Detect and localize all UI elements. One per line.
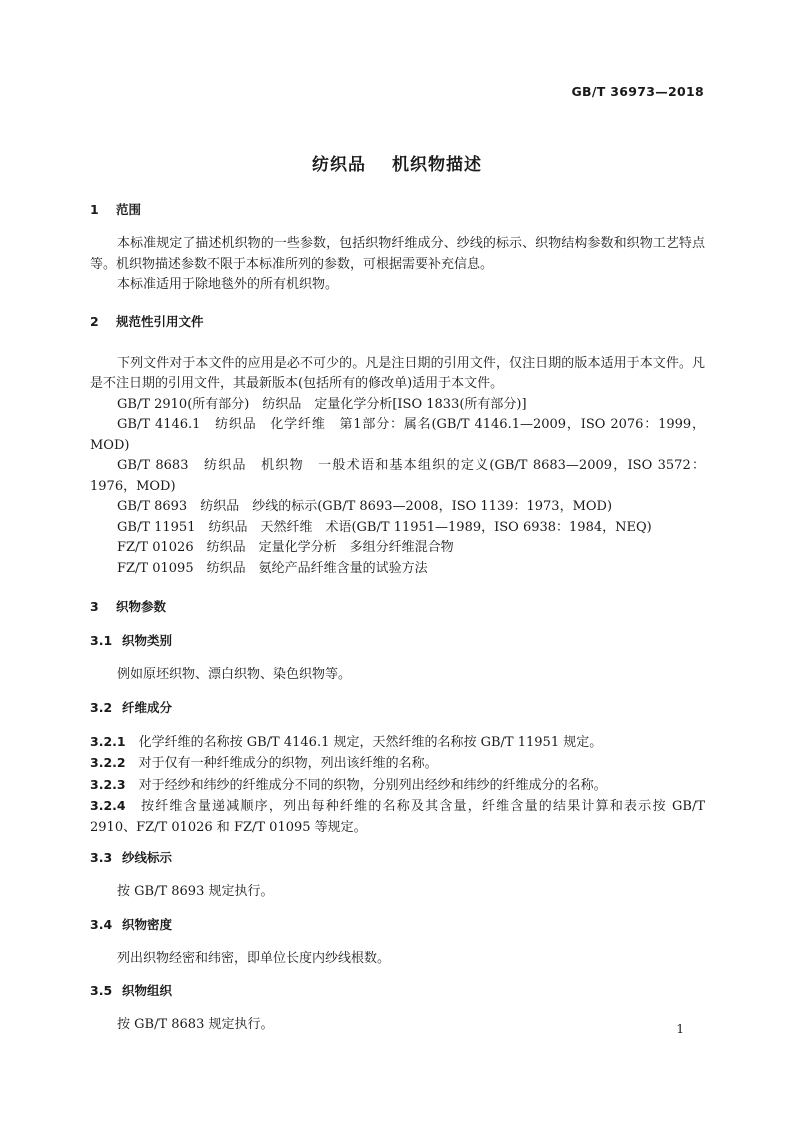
reference-item: GB/T 2910(所有部分) 纺织品 定量化学分析[ISO 1833(所有部分)] [117,396,527,412]
title-part-1: 纺织品 [312,155,366,175]
reference-item: FZ/T 01095 纺织品 氨纶产品纤维含量的试验方法 [117,560,428,576]
paragraph: 按 GB/T 8683 规定执行。 [117,1017,274,1032]
clause-item [90,732,705,754]
paragraph: 例如原坯织物、漂白织物、染色织物等。 [117,667,352,682]
section-number: 3 [90,599,99,614]
subsection-number: 3.3 [90,850,113,865]
subsection-heading-3-1 [90,631,705,651]
title-part-2: 机织物描述 [392,155,482,175]
clause-number: 3.2.3 [90,776,126,792]
subsection-title: 织物类别 [122,633,173,648]
clause-number: 3.2.4 [90,798,126,813]
document-body [90,200,705,1036]
subsection-number: 3.2 [90,699,113,715]
subsection-title: 织物密度 [122,916,173,932]
clause-item [90,775,705,797]
subsection-heading-3-4 [90,915,705,935]
standard-number: GB/T 36973—2018 [571,84,704,99]
clause-text: 化学纤维的名称按 GB/T 4146.1 规定，天然纤维的名称按 GB/T 11951 规定。 [138,734,603,750]
section-title: 织物参数 [116,599,167,614]
clause-item [90,753,705,775]
clause-text: 对于仅有一种纤维成分的织物，列出该纤维的名称。 [138,756,438,771]
subsection-heading-3-3 [90,848,705,868]
subsection-number: 3.4 [90,916,113,932]
clause-text: 对于经纱和纬纱的纤维成分不同的织物，分别列出经纱和纬纱的纤维成分的名称。 [138,777,607,793]
subsection-number: 3.5 [90,983,113,998]
section-heading-2 [90,312,705,332]
reference-item: GB/T 11951 纺织品 天然纤维 术语(GB/T 11951—1989，ISO 6938：1984，NEQ) [117,519,652,535]
subsection-title: 纱线标示 [122,850,173,865]
clause-number: 3.2.2 [90,755,126,770]
subsection-title: 织物组织 [122,983,173,998]
page-number: 1 [676,1022,684,1036]
section-heading-1 [90,200,705,220]
reference-item: GB/T 8693 纺织品 纱线的标示(GB/T 8693—2008，ISO 1139：1973，MOD) [117,499,613,514]
section-number: 1 [90,202,99,217]
paragraph: 本标准规定了描述机织物的一些参数，包括织物纤维成分、纱线的标示、织物结构参数和织物工艺特点等。机织物描述参数不限于本标准所列的参数，可根据需要补充信息。 [90,236,705,272]
paragraph: 下列文件对于本文件的应用是必不可少的。凡是注日期的引用文件，仅注日期的版本适用于本文件。凡是不注日期的引用文件，其最新版本(包括所有的修改单)适用于本文件。 [90,355,705,391]
subsection-heading-3-5 [90,981,705,1001]
paragraph: 本标准适用于除地毯外的所有机织物。 [117,277,339,292]
section-heading-3 [90,597,705,617]
subsection-number: 3.1 [90,633,113,648]
paragraph: 按 GB/T 8693 规定执行。 [117,884,274,899]
reference-item: GB/T 8683 纺织品 机织物 一般术语和基本组织的定义(GB/T 8683—2009，ISO 3572：1976，MOD) [90,458,705,494]
clause-number: 3.2.1 [90,733,126,749]
section-title: 规范性引用文件 [116,313,204,329]
document-title [0,150,794,175]
paragraph: 列出织物经密和纬密，即单位长度内纱线根数。 [117,950,391,966]
reference-item: FZ/T 01026 纺织品 定量化学分析 多组分纤维混合物 [117,540,454,555]
section-number: 2 [90,313,99,329]
section-title: 范围 [116,202,142,217]
clause-text: 按纤维含量递减顺序，列出每种纤维的名称及其含量，纤维含量的结果计算和表示按 GB/T 2910、FZ/T 01026 和 FZ/T 01095 等规定。 [90,799,705,835]
subsection-heading-3-2 [90,698,705,718]
clause-item [90,796,705,838]
subsection-title: 纤维成分 [122,699,173,715]
reference-item: GB/T 4146.1 纺织品 化学纤维 第1部分：属名(GB/T 4146.1—2009，ISO 2076：1999，MOD) [90,417,705,453]
